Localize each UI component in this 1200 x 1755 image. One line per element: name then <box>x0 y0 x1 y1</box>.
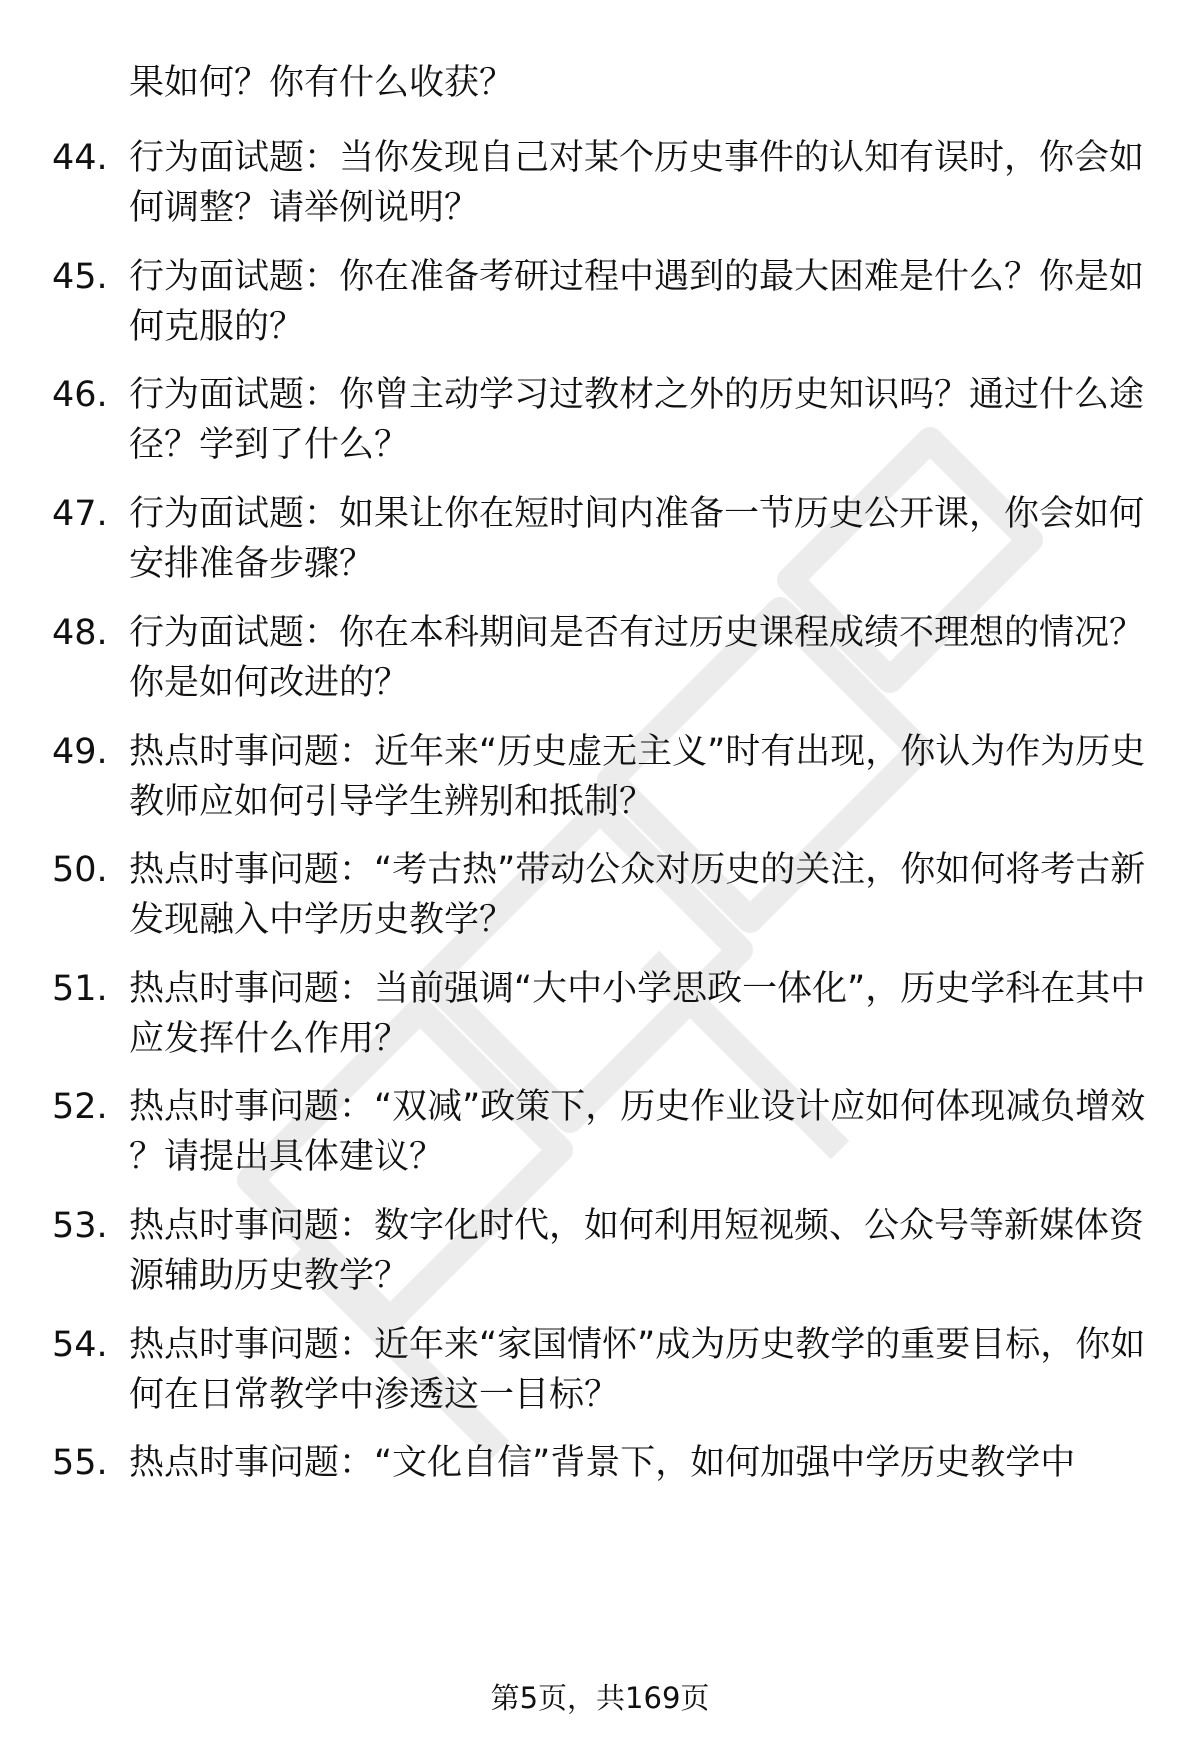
question-number: 54. <box>52 1325 108 1365</box>
question-text: 热点时事问题：近年来“家国情怀”成为历史教学的重要目标，你如何在日常教学中渗透这一目标？ <box>129 1325 1146 1415</box>
question-item-45 <box>52 252 1152 352</box>
question-number: 55. <box>52 1443 108 1483</box>
question-text: 行为面试题：你曾主动学习过教材之外的历史知识吗？通过什么途径？学到了什么？ <box>129 375 1145 465</box>
question-number: 51. <box>52 969 108 1009</box>
question-item-48 <box>52 608 1152 708</box>
question-text: 热点时事问题：数字化时代，如何利用短视频、公众号等新媒体资源辅助历史教学？ <box>129 1206 1145 1296</box>
question-item-44 <box>52 133 1152 233</box>
question-number: 47. <box>52 494 108 534</box>
question-number: 53. <box>52 1206 108 1246</box>
question-number: 44. <box>52 138 108 178</box>
question-text: 行为面试题：当你发现自己对某个历史事件的认知有误时，你会如何调整？请举例说明？ <box>129 138 1145 228</box>
question-text: 行为面试题：你在本科期间是否有过历史课程成绩不理想的情况？你是如何改进的？ <box>129 613 1145 703</box>
question-text: 热点时事问题：“考古热”带动公众对历史的关注，你如何将考古新发现融入中学历史教学？ <box>129 850 1146 940</box>
question-item-46 <box>52 370 1152 470</box>
question-number: 46. <box>52 375 108 415</box>
question-number: 50. <box>52 850 108 890</box>
question-text: 行为面试题：你在准备考研过程中遇到的最大困难是什么？你是如何克服的？ <box>129 257 1145 347</box>
question-number: 52. <box>52 1087 108 1127</box>
question-text: 热点时事问题：“双减”政策下，历史作业设计应如何体现减负增效？请提出具体建议？ <box>129 1087 1146 1177</box>
question-item-50 <box>52 845 1152 945</box>
question-item-47 <box>52 489 1152 589</box>
question-item-54 <box>52 1320 1152 1420</box>
question-item-53 <box>52 1201 1152 1301</box>
question-text: 热点时事问题：“文化自信”背景下，如何加强中学历史教学中 <box>129 1443 1076 1483</box>
question-item-52 <box>52 1082 1152 1182</box>
question-number: 49. <box>52 732 108 772</box>
page-footer: 第5页，共169页 <box>490 1681 710 1715</box>
question-item-55 <box>52 1438 1152 1488</box>
question-number: 48. <box>52 613 108 653</box>
continuation-text: 果如何？你有什么收获？ <box>129 63 515 103</box>
question-text: 热点时事问题：近年来“历史虚无主义”时有出现，你认为作为历史教师应如何引导学生辨别和抵制？ <box>129 732 1146 822</box>
question-number: 45. <box>52 257 108 297</box>
question-item-51 <box>52 964 1152 1064</box>
question-text: 行为面试题：如果让你在短时间内准备一节历史公开课，你会如何安排准备步骤？ <box>129 494 1145 584</box>
question-item-49 <box>52 727 1152 827</box>
question-text: 热点时事问题：当前强调“大中小学思政一体化”，历史学科在其中应发挥什么作用？ <box>129 969 1146 1059</box>
